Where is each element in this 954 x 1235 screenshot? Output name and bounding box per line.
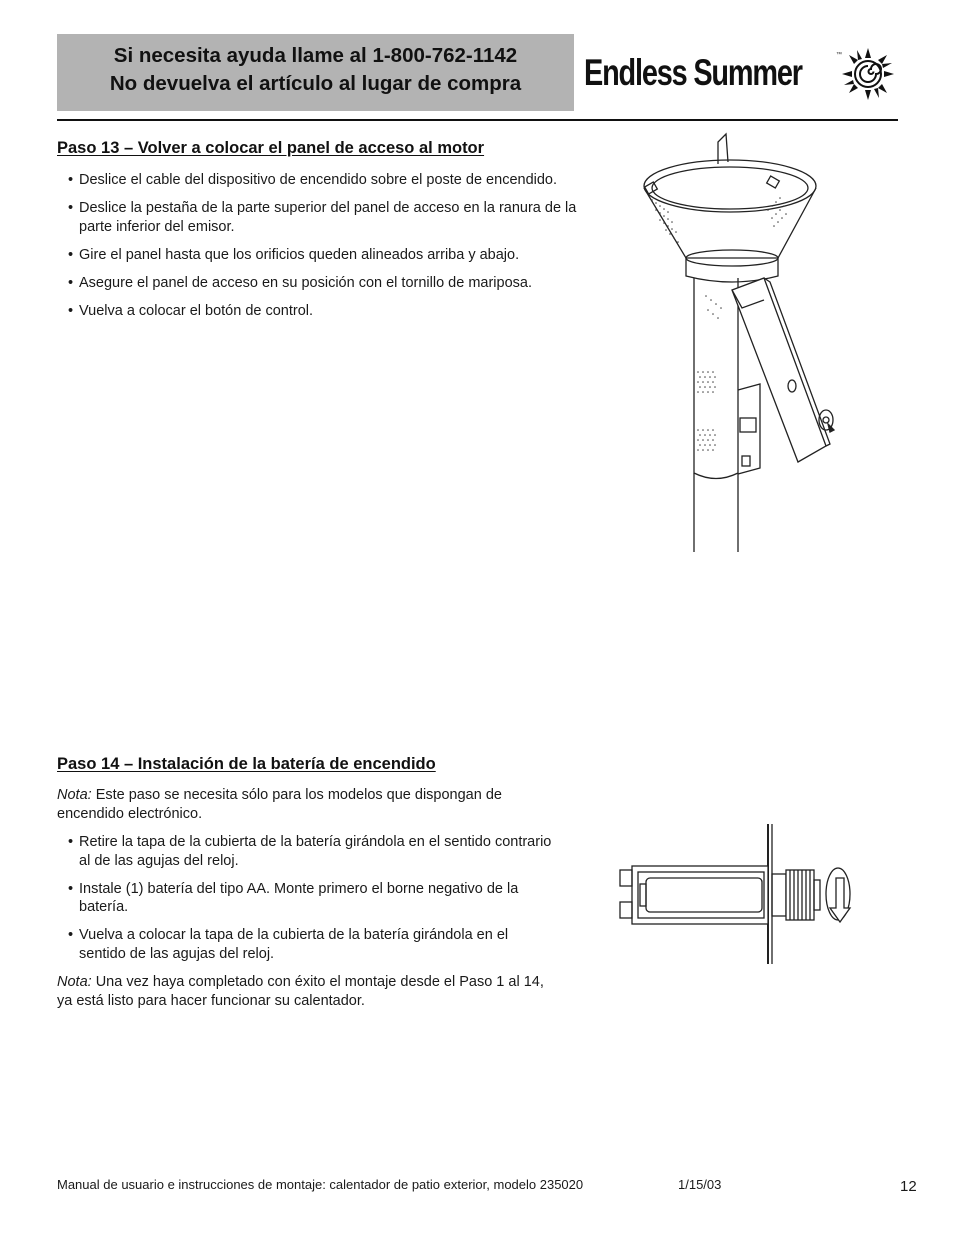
- list-item: • Deslice el cable del dispositivo de encendido sobre el poste de encendido.: [68, 171, 578, 190]
- note-label: Nota:: [57, 787, 92, 803]
- trademark-symbol: ™: [836, 52, 842, 58]
- list-item: • Instale (1) batería del tipo AA. Monte primero el borne negativo de la batería.: [68, 880, 558, 917]
- step14-title: Paso 14 – Instalación de la batería de encendido: [57, 755, 436, 773]
- note-label: Nota:: [57, 974, 92, 990]
- footer-date: 1/15/03: [678, 1177, 722, 1192]
- footer-manual-title: Manual de usuario e instrucciones de montaje: calentador de patio exterior, modelo 235020: [57, 1177, 584, 1192]
- brand-logo-text: Endless Summer: [584, 52, 802, 93]
- header-rule: [57, 119, 898, 121]
- list-item: • Vuelva a colocar el botón de control.: [68, 302, 578, 321]
- step13-bullet-list: [68, 171, 578, 330]
- list-item: • Asegure el panel de acceso en su posición con el tornillo de mariposa.: [68, 274, 578, 293]
- help-banner: [57, 34, 574, 111]
- list-item: • Retire la tapa de la cubierta de la batería girándola en el sentido contrario al de las agujas del reloj.: [68, 833, 558, 870]
- page-number: 12: [900, 1178, 917, 1195]
- step13-title: Paso 13 – Volver a colocar el panel de acceso al motor: [57, 139, 485, 157]
- step14-bullet-list: [68, 833, 558, 973]
- note-text: Una vez haya completado con éxito el montaje desde el Paso 1 al 14, ya está listo para hacer funcionar su calentador.: [57, 974, 544, 1009]
- step14-note-final: [57, 973, 557, 1010]
- list-item: • Deslice la pestaña de la parte superior del panel de acceso en la ranura de la parte inferior del emisor.: [68, 199, 578, 236]
- return-warning-line: No devuelva el artículo al lugar de compra: [109, 72, 522, 95]
- battery-installation-illustration: [616, 822, 862, 968]
- list-item: • Gire el panel hasta que los orificios queden alineados arriba y abajo.: [68, 246, 578, 265]
- list-item: • Vuelva a colocar la tapa de la cubierta de la batería girándola en el sentido de las agujas del reloj.: [68, 926, 558, 963]
- heater-access-panel-illustration: [630, 128, 840, 558]
- step14-note-intro: [57, 786, 557, 823]
- note-text: Este paso se necesita sólo para los modelos que dispongan de encendido electrónico.: [57, 787, 502, 822]
- help-phone-line: Si necesita ayuda llame al 1-800-762-1142: [113, 44, 518, 67]
- sun-logo-icon: [840, 46, 896, 102]
